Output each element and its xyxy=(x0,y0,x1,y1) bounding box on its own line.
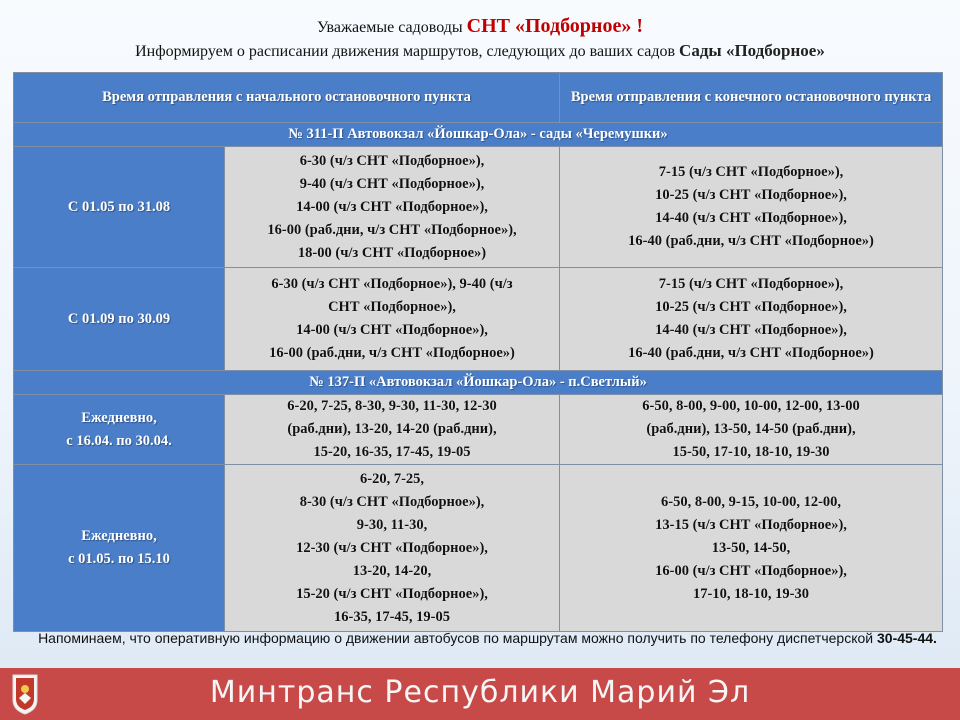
end-times-cell: 7-15 (ч/з СНТ «Подборное»), 10-25 (ч/з СНТ «Подборное»), 14-40 (ч/з СНТ «Подборное»), 16-40 (раб.дни, ч/з СНТ «Подборное») xyxy=(560,147,943,268)
route-title-row xyxy=(14,123,943,147)
info-line xyxy=(0,40,960,63)
info-text: Информируем о расписании движения маршрутов, следующих до ваших садов xyxy=(135,43,680,60)
start-times-cell: 6-30 (ч/з СНТ «Подборное»), 9-40 (ч/з СНТ «Подборное»), 14-00 (ч/з СНТ «Подборное»), 16-00 (раб.дни, ч/з СНТ «Подборное»), 18-00 (ч/з СНТ «Подборное») xyxy=(225,147,560,268)
end-times-cell: 6-50, 8-00, 9-00, 10-00, 12-00, 13-00 (раб.дни), 13-50, 14-50 (раб.дни), 15-50, 17-10, 18-10, 19-30 xyxy=(560,395,943,465)
schedule-table xyxy=(13,72,943,632)
snt-name: СНТ «Подборное» ! xyxy=(466,15,643,37)
info-note xyxy=(30,628,945,648)
col-end-header: Время отправления с конечного остановочного пункта xyxy=(560,73,943,123)
greeting-text: Уважаемые садоводы xyxy=(317,19,467,36)
footer-banner xyxy=(0,668,960,720)
table-header-row xyxy=(14,73,943,123)
start-times-cell: 6-30 (ч/з СНТ «Подборное»), 9-40 (ч/з СНТ «Подборное»), 14-00 (ч/з СНТ «Подборное»), 16-00 (раб.дни, ч/з СНТ «Подборное») xyxy=(225,268,560,371)
route-title: № 311-П Автовокзал «Йошкар-Ола» - сады «Черемушки» xyxy=(14,123,943,147)
gardens-name: Сады «Подборное» xyxy=(679,41,825,60)
period-cell: С 01.09 по 30.09 xyxy=(14,268,225,371)
page-header xyxy=(0,14,960,63)
greeting-line xyxy=(0,14,960,40)
start-times-cell: 6-20, 7-25, 8-30 (ч/з СНТ «Подборное»), 9-30, 11-30, 12-30 (ч/з СНТ «Подборное»), 13-20, 14-20, 15-20 (ч/з СНТ «Подборное»), 16-35, 17-45, 19-05 xyxy=(225,465,560,632)
schedule-row xyxy=(14,465,943,632)
schedule-row xyxy=(14,268,943,371)
start-times-cell: 6-20, 7-25, 8-30, 9-30, 11-30, 12-30 (раб.дни), 13-20, 14-20 (раб.дни), 15-20, 16-35, 17-45, 19-05 xyxy=(225,395,560,465)
route-title: № 137-П «Автовокзал «Йошкар-Ола» - п.Светлый» xyxy=(14,371,943,395)
col-start-header: Время отправления с начального остановочного пункта xyxy=(14,73,560,123)
schedule-row xyxy=(14,147,943,268)
schedule-row xyxy=(14,395,943,465)
dispatcher-phone: 30-45-44. xyxy=(877,630,937,646)
period-cell: Ежедневно, с 01.05. по 15.10 xyxy=(14,465,225,632)
route-title-row xyxy=(14,371,943,395)
end-times-cell: 7-15 (ч/з СНТ «Подборное»), 10-25 (ч/з СНТ «Подборное»), 14-40 (ч/з СНТ «Подборное»), 16-40 (раб.дни, ч/з СНТ «Подборное») xyxy=(560,268,943,371)
period-cell: Ежедневно, с 16.04. по 30.04. xyxy=(14,395,225,465)
end-times-cell: 6-50, 8-00, 9-15, 10-00, 12-00, 13-15 (ч/з СНТ «Подборное»), 13-50, 14-50, 16-00 (ч/з СНТ «Подборное»), 17-10, 18-10, 19-30 xyxy=(560,465,943,632)
note-text: Напоминаем, что оперативную информацию о движении автобусов по маршрутам можно получить по телефону диспетчерской xyxy=(38,630,877,646)
period-cell: С 01.05 по 31.08 xyxy=(14,147,225,268)
footer-title: Минтранс Республики Марий Эл xyxy=(209,675,751,710)
